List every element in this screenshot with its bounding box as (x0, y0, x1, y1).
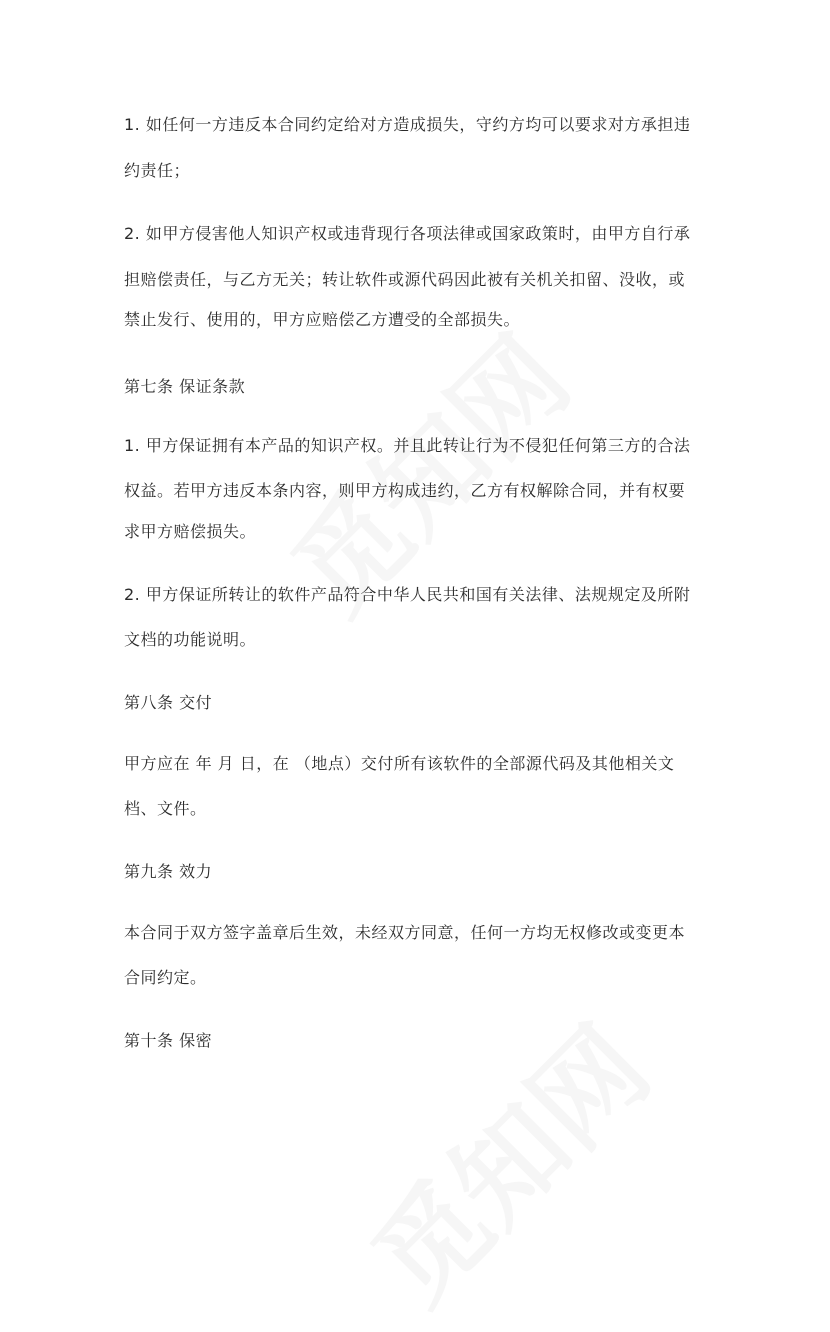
text-line: 1. 甲方保证拥有本产品的知识产权。并且此转让行为不侵犯任何第三方的合法 (124, 436, 691, 455)
text-line: 1. 如任何一方违反本合同约定给对方造成损失，守约方均可以要求对方承担违 (124, 115, 691, 134)
text-line: 2. 甲方保证所转让的软件产品符合中华人民共和国有关法律、法规规定及所附 (124, 585, 691, 604)
text-line: 禁止发行、使用的，甲方应赔偿乙方遭受的全部损失。 (124, 310, 521, 329)
text-line: 合同约定。 (124, 968, 207, 987)
text-line: 文档的功能说明。 (124, 630, 257, 649)
text-line: 档、文件。 (124, 799, 207, 818)
text-line: 约责任； (124, 161, 191, 180)
text-line: 2. 如甲方侵害他人知识产权或违背现行各项法律或国家政策时，由甲方自行承 (124, 224, 691, 243)
text-line: 本合同于双方签字盖章后生效，未经双方同意，任何一方均无权修改或变更本 (124, 923, 686, 942)
text-line: 求甲方赔偿损失。 (124, 522, 257, 541)
clause9-heading: 第九条 效力 (124, 862, 213, 881)
text-line: 担赔偿责任，与乙方无关；转让软件或源代码因此被有关机关扣留、没收，或 (124, 270, 686, 289)
watermark (332, 986, 677, 1331)
clause7-heading: 第七条 保证条款 (124, 377, 246, 396)
text-line: 甲方应在 年 月 日，在 （地点）交付所有该软件的全部源代码及其他相关文 (124, 754, 675, 773)
text-line: 权益。若甲方违反本条内容，则甲方构成违约，乙方有权解除合同，并有权要 (124, 481, 686, 500)
clause10-heading: 第十条 保密 (124, 1031, 213, 1050)
clause8-heading: 第八条 交付 (124, 693, 213, 712)
